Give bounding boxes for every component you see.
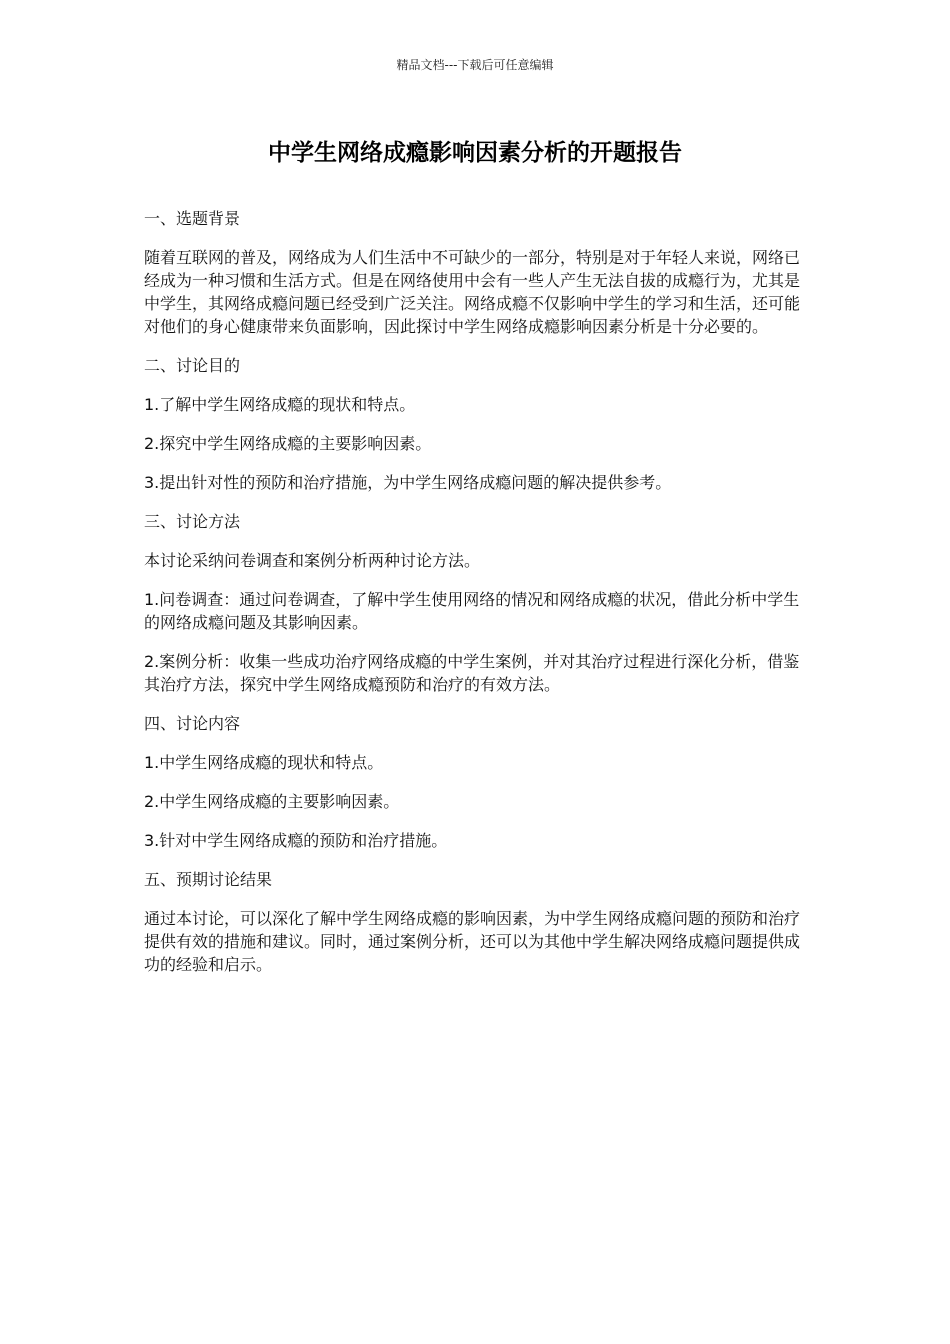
method-intro: 本讨论采纳问卷调查和案例分析两种讨论方法。 (144, 551, 481, 570)
method-item-1: 1.问卷调查：通过问卷调查，了解中学生使用网络的情况和网络成瘾的状况，借此分析中学生的网络成瘾问题及其影响因素。 (144, 590, 800, 632)
method-item-2: 2.案例分析：收集一些成功治疗网络成瘾的中学生案例，并对其治疗过程进行深化分析，借鉴其治疗方法，探究中学生网络成瘾预防和治疗的有效方法。 (144, 652, 800, 694)
document-body (144, 207, 804, 992)
section-heading-purpose: 二、讨论目的 (144, 356, 241, 375)
purpose-item-3: 3.提出针对性的预防和治疗措施，为中学生网络成瘾问题的解决提供参考。 (144, 473, 672, 492)
expected-results-paragraph: 通过本讨论，可以深化了解中学生网络成瘾的影响因素，为中学生网络成瘾问题的预防和治疗提供有效的措施和建议。同时，通过案例分析，还可以为其他中学生解决网络成瘾问题提供成功的经验和启示。 (144, 909, 801, 974)
purpose-item-2: 2.探究中学生网络成瘾的主要影响因素。 (144, 434, 432, 453)
section-heading-background: 一、选题背景 (144, 209, 241, 228)
section-heading-method: 三、讨论方法 (144, 512, 241, 531)
content-item-2: 2.中学生网络成瘾的主要影响因素。 (144, 792, 400, 811)
section-heading-expected-results: 五、预期讨论结果 (144, 870, 273, 889)
purpose-item-1: 1.了解中学生网络成瘾的现状和特点。 (144, 395, 416, 414)
document-title: 中学生网络成瘾影响因素分析的开题报告 (268, 140, 682, 166)
header-note: 精品文档---下载后可任意编辑 (396, 58, 554, 72)
background-paragraph: 随着互联网的普及，网络成为人们生活中不可缺少的一部分，特别是对于年轻人来说，网络已经成为一种习惯和生活方式。但是在网络使用中会有一些人产生无法自拔的成瘾行为，尤其是中学生，其网络成瘾问题已经受到广泛关注。网络成瘾不仅影响中学生的学习和生活，还可能对他们的身心健康带来负面影响，因此探讨中学生网络成瘾影响因素分析是十分必要的。 (144, 248, 801, 336)
content-item-3: 3.针对中学生网络成瘾的预防和治疗措施。 (144, 831, 448, 850)
content-item-1: 1.中学生网络成瘾的现状和特点。 (144, 753, 384, 772)
section-heading-content: 四、讨论内容 (144, 714, 241, 733)
